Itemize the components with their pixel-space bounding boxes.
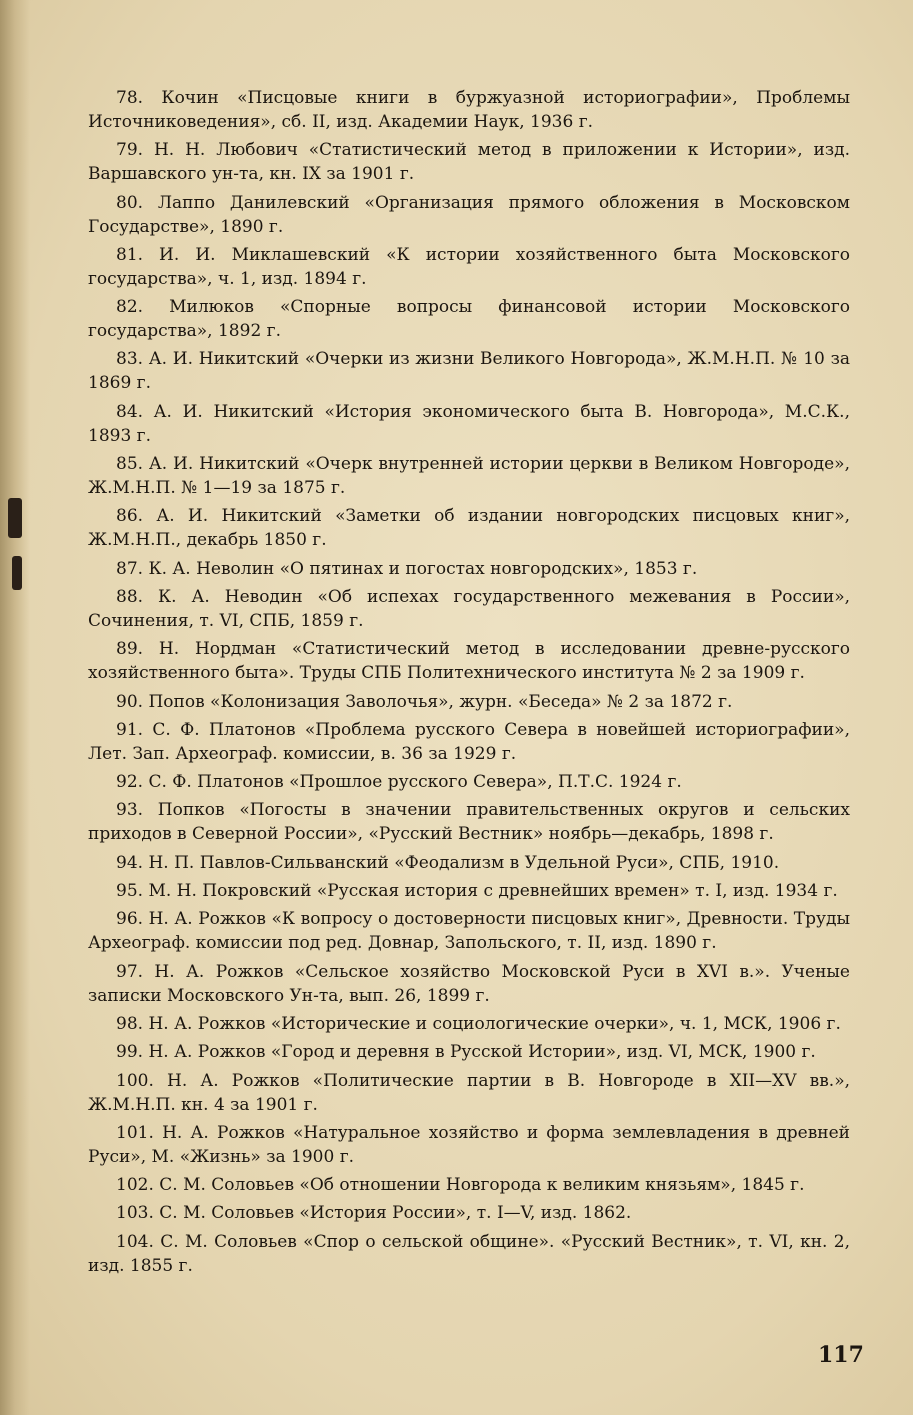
bibliography-entry: 85. А. И. Никитский «Очерк внутренней истории церкви в Великом Новгороде», Ж.М.Н.П. № 1—19 за 1875 г. (88, 454, 850, 499)
bibliography-entry: 79. Н. Н. Любович «Статистический метод в приложении к Истории», изд. Варшавского ун-та, кн. IX за 1901 г. (88, 140, 850, 185)
bibliography-entry: 90. Попов «Колонизация Заволочья», журн. «Беседа» № 2 за 1872 г. (116, 691, 733, 712)
bibliography-entry: 101. Н. А. Рожков «Натуральное хозяйство и форма землевладения в древней Руси», М. «Жизнь» за 1900 г. (88, 1122, 850, 1167)
bibliography-entry: 84. А. И. Никитский «История экономического быта В. Новгорода», М.С.К., 1893 г. (88, 401, 850, 446)
bibliography-entry: 88. К. А. Неводин «Об испехах государственного межевания в России», Сочинения, т. VI, СПБ, 1859 г. (88, 586, 850, 631)
bibliography-entry: 98. Н. А. Рожков «Исторические и социологические очерки», ч. 1, МСК, 1906 г. (116, 1013, 841, 1034)
bibliography-entry: 100. Н. А. Рожков «Политические партии в В. Новгороде в XII—XV вв.», Ж.М.Н.П. кн. 4 за 1901 г. (88, 1070, 850, 1115)
bibliography-entry: 96. Н. А. Рожков «К вопросу о достоверности писцовых книг», Древности. Труды Археограф. комиссии под ред. Довнар, Запольского, т. II, изд. 1890 г. (88, 909, 850, 954)
bibliography-entry: 103. С. М. Соловьев «История России», т. I—V, изд. 1862. (116, 1203, 632, 1224)
bibliography-entry: 81. И. И. Миклашевский «К истории хозяйственного быта Московского государства», ч. 1, изд. 1894 г. (88, 244, 850, 289)
bibliography-entry: 89. Н. Нордман «Статистический метод в исследовании древне-русского хозяйственного быта». Труды СПБ Политехнического института № 2 за 1909 г. (88, 639, 850, 684)
bibliography-entry: 78. Кочин «Писцовые книги в буржуазной историографии», Проблемы Источниковедения», сб. II, изд. Академии Наук, 1936 г. (88, 88, 850, 132)
bibliography-entry: 80. Лаппо Данилевский «Организация прямого обложения в Московском Государстве», 1890 г. (88, 192, 850, 237)
bibliography-entry: 82. Милюков «Спорные вопросы финансовой истории Московского государства», 1892 г. (88, 297, 850, 342)
bibliography-entry: 94. Н. П. Павлов-Сильванский «Феодализм в Удельной Руси», СПБ, 1910. (116, 852, 780, 873)
bibliography-entry: 91. С. Ф. Платонов «Проблема русского Севера в новейшей историографии», Лет. Зап. Археограф. комиссии, в. 36 за 1929 г. (88, 719, 850, 764)
bibliography-entry: 97. Н. А. Рожков «Сельское хозяйство Московской Руси в XVI в.». Ученые записки Московского Ун-та, вып. 26, 1899 г. (88, 961, 850, 1006)
bibliography-entry: 102. С. М. Соловьев «Об отношении Новгорода к великим князьям», 1845 г. (116, 1175, 805, 1196)
bibliography-entry: 92. С. Ф. Платонов «Прошлое русского Севера», П.Т.С. 1924 г. (116, 772, 682, 793)
margin-ink-mark (8, 498, 22, 538)
bibliography-list (88, 86, 850, 1282)
bibliography-entry: 104. С. М. Соловьев «Спор о сельской общине». «Русский Вестник», т. VI, кн. 2, изд. 1855 г. (88, 1231, 850, 1276)
bibliography-entry: 99. Н. А. Рожков «Город и деревня в Русской Истории», изд. VI, МСК, 1900 г. (116, 1042, 816, 1063)
page-binding-edge (0, 0, 30, 1415)
bibliography-entry: 93. Попков «Погосты в значении правительственных округов и сельских приходов в Северной России», «Русский Вестник» ноябрь—декабрь, 1898 г. (88, 800, 850, 845)
page-number: 117 (818, 1342, 864, 1368)
margin-ink-mark (12, 556, 22, 590)
bibliography-entry: 87. К. А. Неволин «О пятинах и погостах новгородских», 1853 г. (116, 558, 698, 579)
bibliography-entry: 83. А. И. Никитский «Очерки из жизни Великого Новгорода», Ж.М.Н.П. № 10 за 1869 г. (88, 349, 850, 394)
bibliography-entry: 86. А. И. Никитский «Заметки об издании новгородских писцовых книг», Ж.М.Н.П., декабрь 1850 г. (88, 506, 850, 551)
bibliography-entry: 95. М. Н. Покровский «Русская история с древнейших времен» т. I, изд. 1934 г. (116, 881, 838, 902)
